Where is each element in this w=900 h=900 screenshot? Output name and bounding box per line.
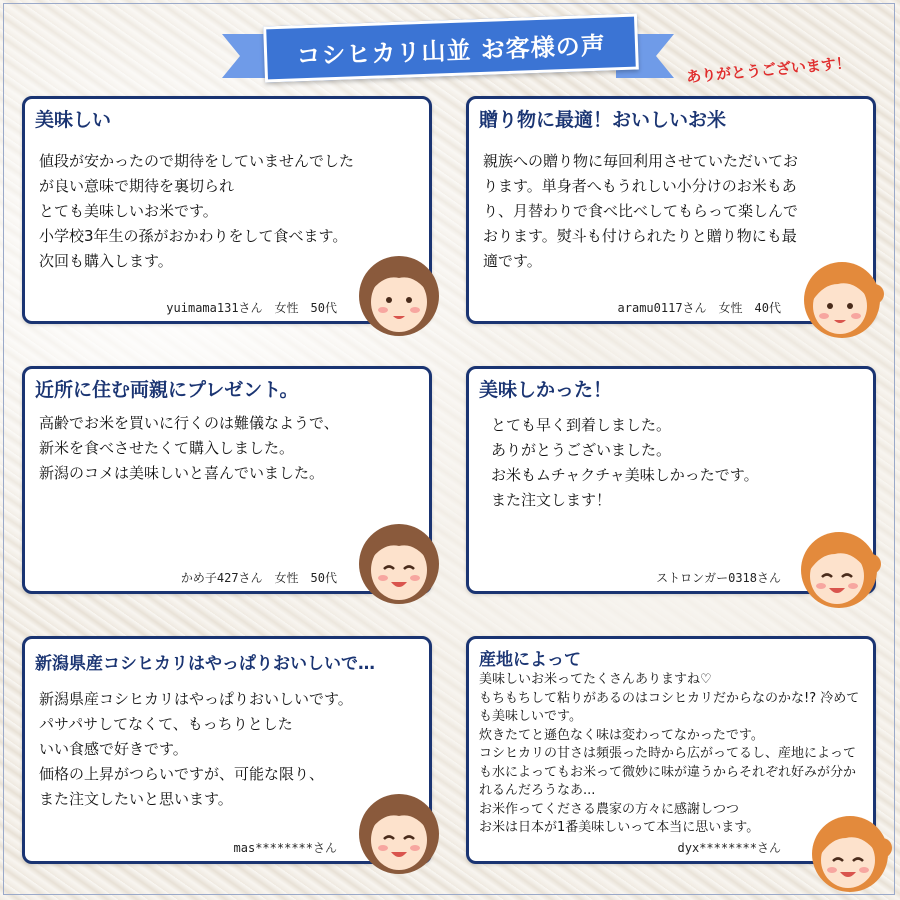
review-author: dyx********さん	[677, 841, 781, 855]
banner-title: コシヒカリ山並 お客様の声	[263, 13, 639, 82]
review-title: 美味しい	[35, 109, 112, 131]
review-title: 新潟県産コシヒカリはやっぱりおいしいで…	[35, 654, 375, 674]
review-title: 近所に住む両親にプレゼント。	[35, 379, 299, 401]
review-body: 美味しいお米ってたくさんありますね♡ もちもちして粘りがあるのはコシヒカリだからなのかな!? 冷めても美味しいです。 炊きたてと遜色なく味は変わってなかったです。 コシヒカリの甘さは頻張った時から広がってるし、産地によっても水によってもお米って微妙に味が違うからそれぞれ好みが分かれるんだろうなあ... お米作ってくださる農家の方々に感謝しつつ お米は日本が1番美味しいって本当に思います。	[479, 672, 860, 835]
review-title: 産地によって	[479, 650, 581, 670]
girl-avatar-icon	[798, 254, 886, 342]
girl-avatar-icon	[795, 524, 883, 612]
girl-avatar-icon	[806, 808, 894, 896]
review-author: ストロンガー0318さん	[656, 571, 781, 585]
woman-avatar-icon	[355, 518, 443, 606]
review-author: mas********さん	[233, 841, 337, 855]
review-title: 贈り物に最適！おいしいお米	[479, 109, 727, 131]
thanks-text: ありがとうございます！	[685, 53, 852, 87]
woman-avatar-icon	[355, 250, 443, 338]
review-body: 値段が安かったので期待をしていませんでした が良い意味で期待を裏切られ とても美味しいお米です。 小学校3年生の孫がおかわりをして食べます。 次回も購入します。	[39, 152, 355, 270]
woman-avatar-icon	[355, 788, 443, 876]
header-banner	[222, 14, 674, 86]
review-author: yuimama131さん 女性 50代	[166, 301, 337, 315]
review-author: かめ子427さん 女性 50代	[180, 571, 337, 585]
review-body: 高齢でお米を買いに行くのは難儀なようで、 新米を食べさせたくて購入しました。 新潟のコメは美味しいと喜んでいました。	[39, 414, 339, 482]
review-body: 新潟県産コシヒカリはやっぱりおいしいです。 パサパサしてなくて、もっちりとした いい食感で好きです。 価格の上昇がつらいですが、可能な限り、 また注文したいと思います。	[39, 690, 353, 808]
review-author: aramu0117さん 女性 40代	[617, 301, 781, 315]
review-body: とても早く到着しました。 ありがとうございました。 お米もムチャクチャ美味しかったです。 また注文します！	[491, 416, 759, 509]
review-title: 美味しかった！	[479, 379, 613, 401]
review-body: 親族への贈り物に毎回利用させていただいてお ります。単身者へもうれしい小分けのお米もあ り、月替わりで食べ比べしてもらって楽しんで おります。熨斗も付けられたりと贈り物にも最 適です。	[483, 152, 799, 270]
